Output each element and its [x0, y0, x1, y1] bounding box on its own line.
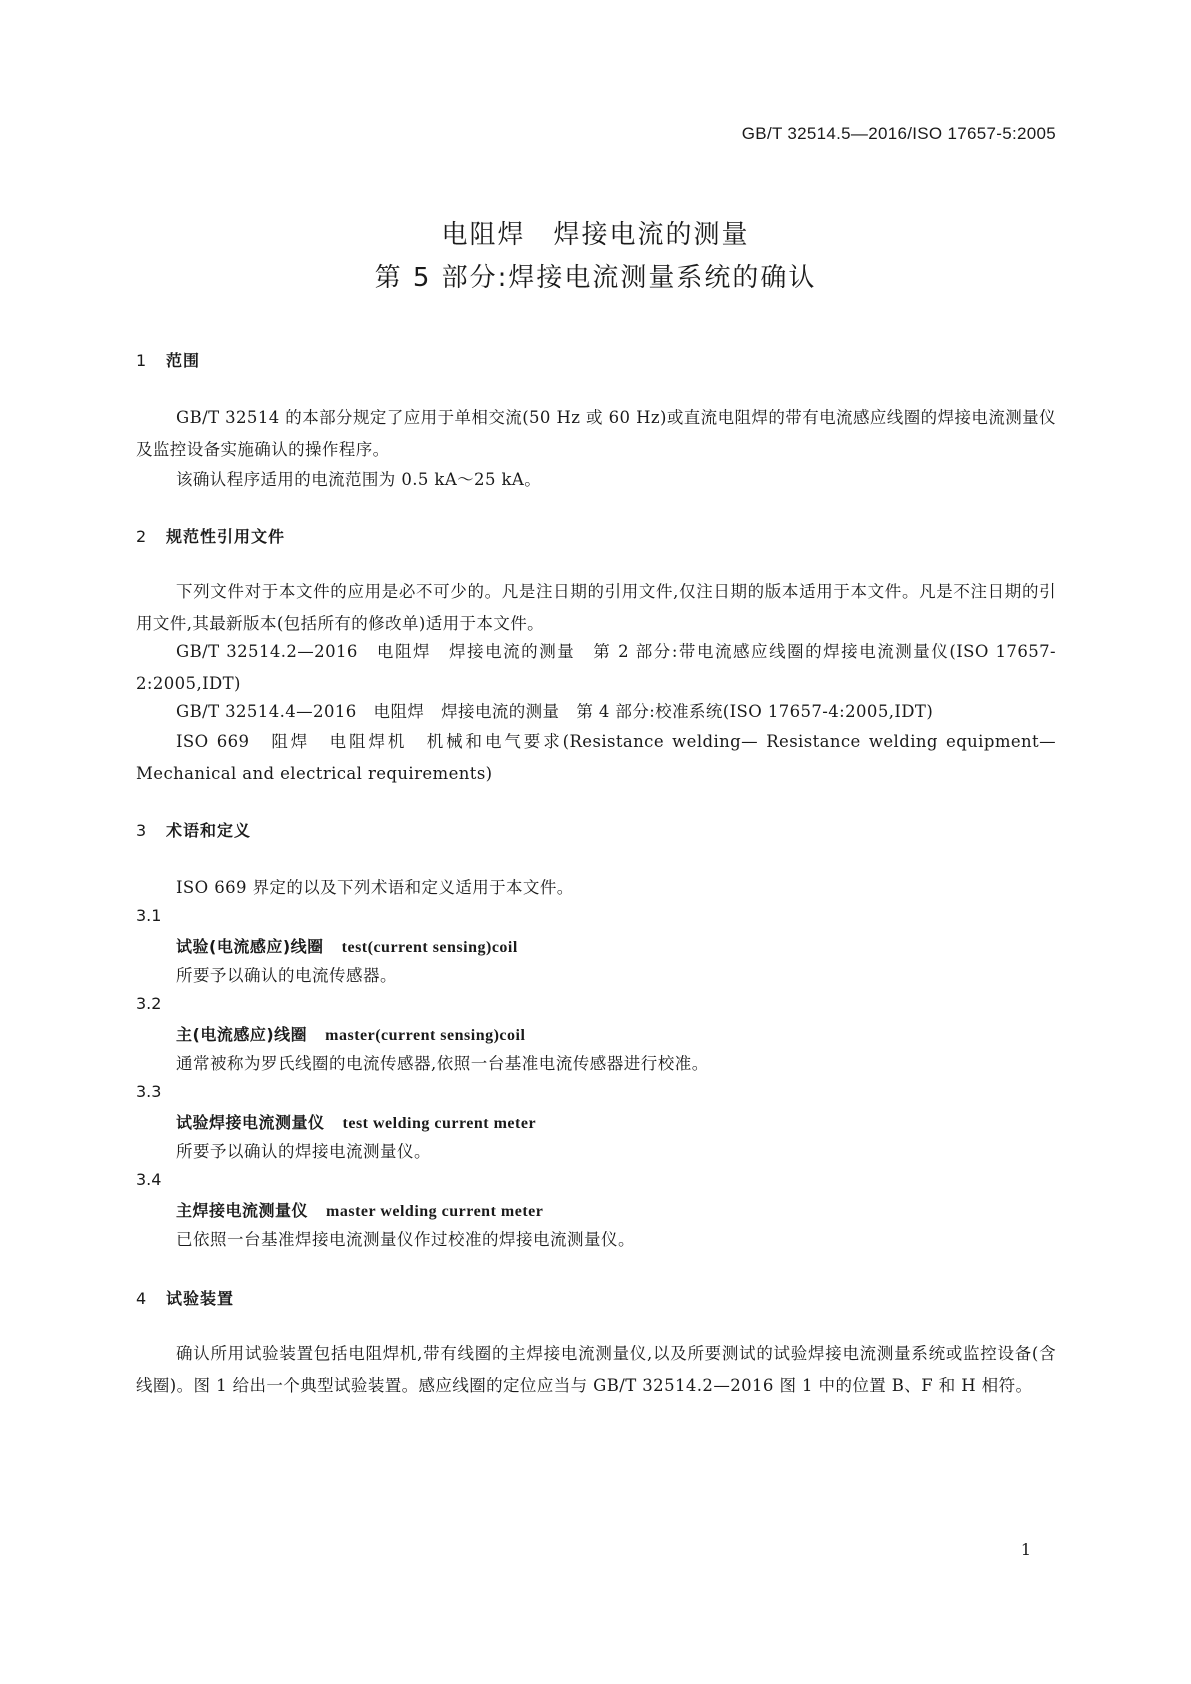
section-title: 范围: [166, 351, 201, 370]
section-3-intro: ISO 669 界定的以及下列术语和定义适用于本文件。: [176, 878, 574, 897]
term-number: 3.2: [136, 994, 162, 1013]
section-number: 4: [136, 1289, 148, 1308]
term-name: [176, 1110, 536, 1133]
term-number: 3.4: [136, 1170, 162, 1189]
section-1-paragraph-2: 该确认程序适用的电流范围为 0.5 kA～25 kA。: [176, 470, 542, 489]
section-number: 3: [136, 821, 148, 840]
section-4-heading: [136, 1286, 234, 1309]
document-title-line2: 第 5 部分:焊接电流测量系统的确认: [374, 263, 817, 293]
section-title: 术语和定义: [166, 821, 252, 840]
term-name-zh: 试验焊接电流测量仪: [176, 1113, 325, 1132]
section-title: 试验装置: [166, 1289, 235, 1308]
term-name: [176, 934, 518, 957]
document-title-line1: 电阻焊 焊接电流的测量: [441, 220, 750, 250]
normative-reference-3: ISO 669 阻焊 电阻焊机 机械和电气要求(Resistance welding— Resistance welding equipment—Mechanical and electrical requirements): [136, 732, 1056, 783]
term-name-en: test welding current meter: [342, 1115, 537, 1132]
term-name-en: test(current sensing)coil: [341, 939, 518, 956]
term-definition: 通常被称为罗氏线圈的电流传感器,依照一台基准电流传感器进行校准。: [176, 1054, 709, 1073]
normative-reference-2: GB/T 32514.4—2016 电阻焊 焊接电流的测量 第 4 部分:校准系统(ISO 17657-4:2005,IDT): [176, 702, 934, 721]
term-definition: 所要予以确认的电流传感器。: [176, 966, 397, 985]
section-number: 2: [136, 527, 148, 546]
normative-reference-1: GB/T 32514.2—2016 电阻焊 焊接电流的测量 第 2 部分:带电流感应线圈的焊接电流测量仪(ISO 17657-2:2005,IDT): [136, 642, 1056, 693]
term-definition: 所要予以确认的焊接电流测量仪。: [176, 1142, 431, 1161]
term-name: [176, 1022, 525, 1045]
section-1-paragraph-1: GB/T 32514 的本部分规定了应用于单相交流(50 Hz 或 60 Hz)或直流电阻焊的带有电流感应线圈的焊接电流测量仪及监控设备实施确认的操作程序。: [136, 408, 1056, 459]
section-2-heading: [136, 524, 285, 547]
section-2-paragraph-1: 下列文件对于本文件的应用是必不可少的。凡是注日期的引用文件,仅注日期的版本适用于本文件。凡是不注日期的引用文件,其最新版本(包括所有的修改单)适用于本文件。: [136, 582, 1056, 633]
page-number: 1: [1020, 1540, 1031, 1559]
term-number: 3.3: [136, 1082, 162, 1101]
term-name-en: master(current sensing)coil: [325, 1027, 526, 1044]
section-title: 规范性引用文件: [166, 527, 286, 546]
section-number: 1: [136, 351, 148, 370]
term-name-en: master welding current meter: [326, 1203, 544, 1220]
section-1-heading: [136, 348, 200, 371]
standard-number: GB/T 32514.5—2016/ISO 17657-5:2005: [741, 124, 1056, 143]
section-4-paragraph-1: 确认所用试验装置包括电阻焊机,带有线圈的主焊接电流测量仪,以及所要测试的试验焊接电流测量系统或监控设备(含线圈)。图 1 给出一个典型试验装置。感应线圈的定位应当与 GB/T 32514.2—2016 图 1 中的位置 B、F 和 H 相符。: [136, 1344, 1056, 1395]
term-name-zh: 试验(电流感应)线圈: [176, 937, 324, 956]
term-name-zh: 主焊接电流测量仪: [176, 1201, 309, 1220]
term-name-zh: 主(电流感应)线圈: [176, 1025, 308, 1044]
section-3-heading: [136, 818, 251, 841]
term-name: [176, 1198, 543, 1221]
term-number: 3.1: [136, 906, 162, 925]
term-definition: 已依照一台基准焊接电流测量仪作过校准的焊接电流测量仪。: [176, 1230, 635, 1249]
